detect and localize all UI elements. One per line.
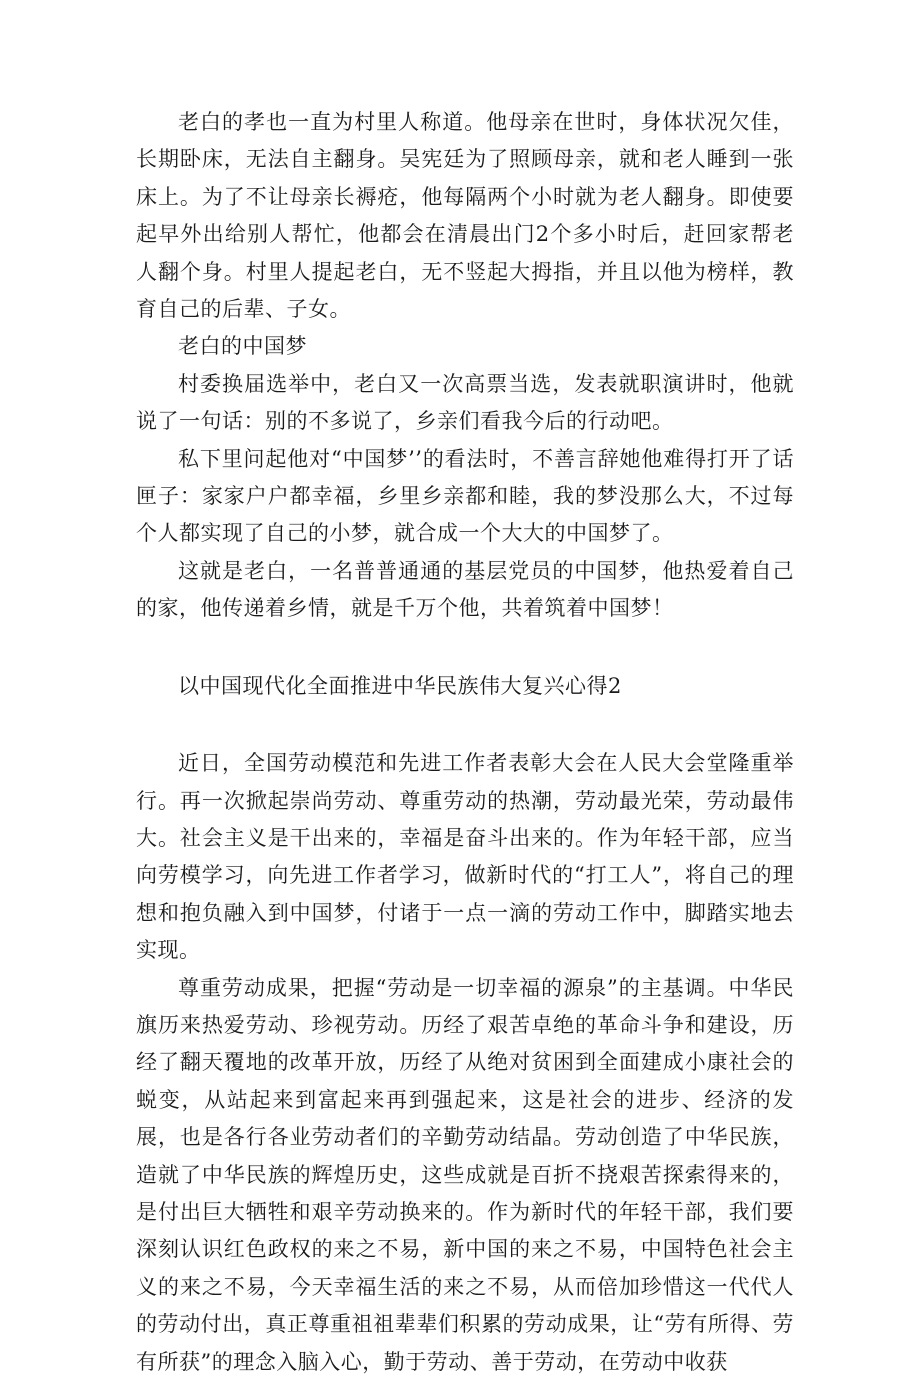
paragraph-opinion: 私下里问起他对“中国梦’’的看法时，不善言辞她他难得打开了话匣子：家家户户都幸福，乡里乡亲都和睦，我的梦没那么大，不过每个人都实现了自己的小梦，就合成一个大大的中国梦了。 [136, 446, 794, 546]
article-title: 以中国现代化全面推进中华民族伟大复兴心得2 [178, 673, 622, 698]
paragraph-filial-piety: 老白的孝也一直为村里人称道。他母亲在世时，身体状况欠佳，长期卧床，无法自主翻身。吴宪廷为了照顾母亲，就和老人睡到一张床上。为了不让母亲长褥疮，他每隔两个小时就为老人翻身。即使要起早外出给别人帮忙，他都会在清晨出门2个多小时后，赶回家帮老人翻个身。村里人提起老白，无不竖起大拇指，并且以他为榜样，教育自己的后辈、子女。 [136, 110, 794, 322]
paragraph-conclusion: 这就是老白，一名普普通通的基层党员的中国梦，他热爱着自己的家，他传递着乡情，就是千万个他，共着筑着中国梦！ [136, 558, 794, 621]
section-heading-china-dream: 老白的中国梦 [178, 334, 307, 359]
paragraph-respect-labor: 尊重劳动成果，把握“劳动是一切幸福的源泉”的主基调。中华民旗历来热爱劳动、珍视劳动。历经了艰苦卓绝的革命斗争和建设，历经了翻天覆地的改革开放，历经了从绝对贫困到全面建成小康社会的蜕变，从站起来到富起来再到强起来，这是社会的进步、经济的发展，也是各行各业劳动者们的辛勤劳动结晶。劳动创造了中华民族，造就了中华民族的辉煌历史，这些成就是百折不挠艰苦探索得来的，是付出巨大牺牲和艰辛劳动换来的。作为新时代的年轻干部，我们要深刻认识红色政权的来之不易，新中国的来之不易，中国特色社会主义的来之不易，今天幸福生活的来之不易，从而倍加珍惜这一代代人的劳动付出，真正尊重祖祖辈辈们积累的劳动成果，让“劳有所得、劳有所获”的理念入脑入心，勤于劳动、善于劳动，在劳动中收获 [136, 975, 794, 1374]
paragraph-election: 村委换届选举中，老白又一次高票当选，发表就职演讲时，他就说了一句话：别的不多说了，乡亲们看我今后的行动吧。 [136, 371, 794, 434]
document-page [136, 104, 794, 1381]
paragraph-labor-conference: 近日，全国劳动模范和先进工作者表彰大会在人民大会堂隆重举行。再一次掀起崇尚劳动、尊重劳动的热潮，劳动最光荣，劳动最伟大。社会主义是干出来的，幸福是奋斗出来的。作为年轻干部，应当向劳模学习，向先进工作者学习，做新时代的“打工人”，将自己的理想和抱负融入到中国梦，付诸于一点一滴的劳动工作中，脚踏实地去实现。 [136, 751, 794, 963]
